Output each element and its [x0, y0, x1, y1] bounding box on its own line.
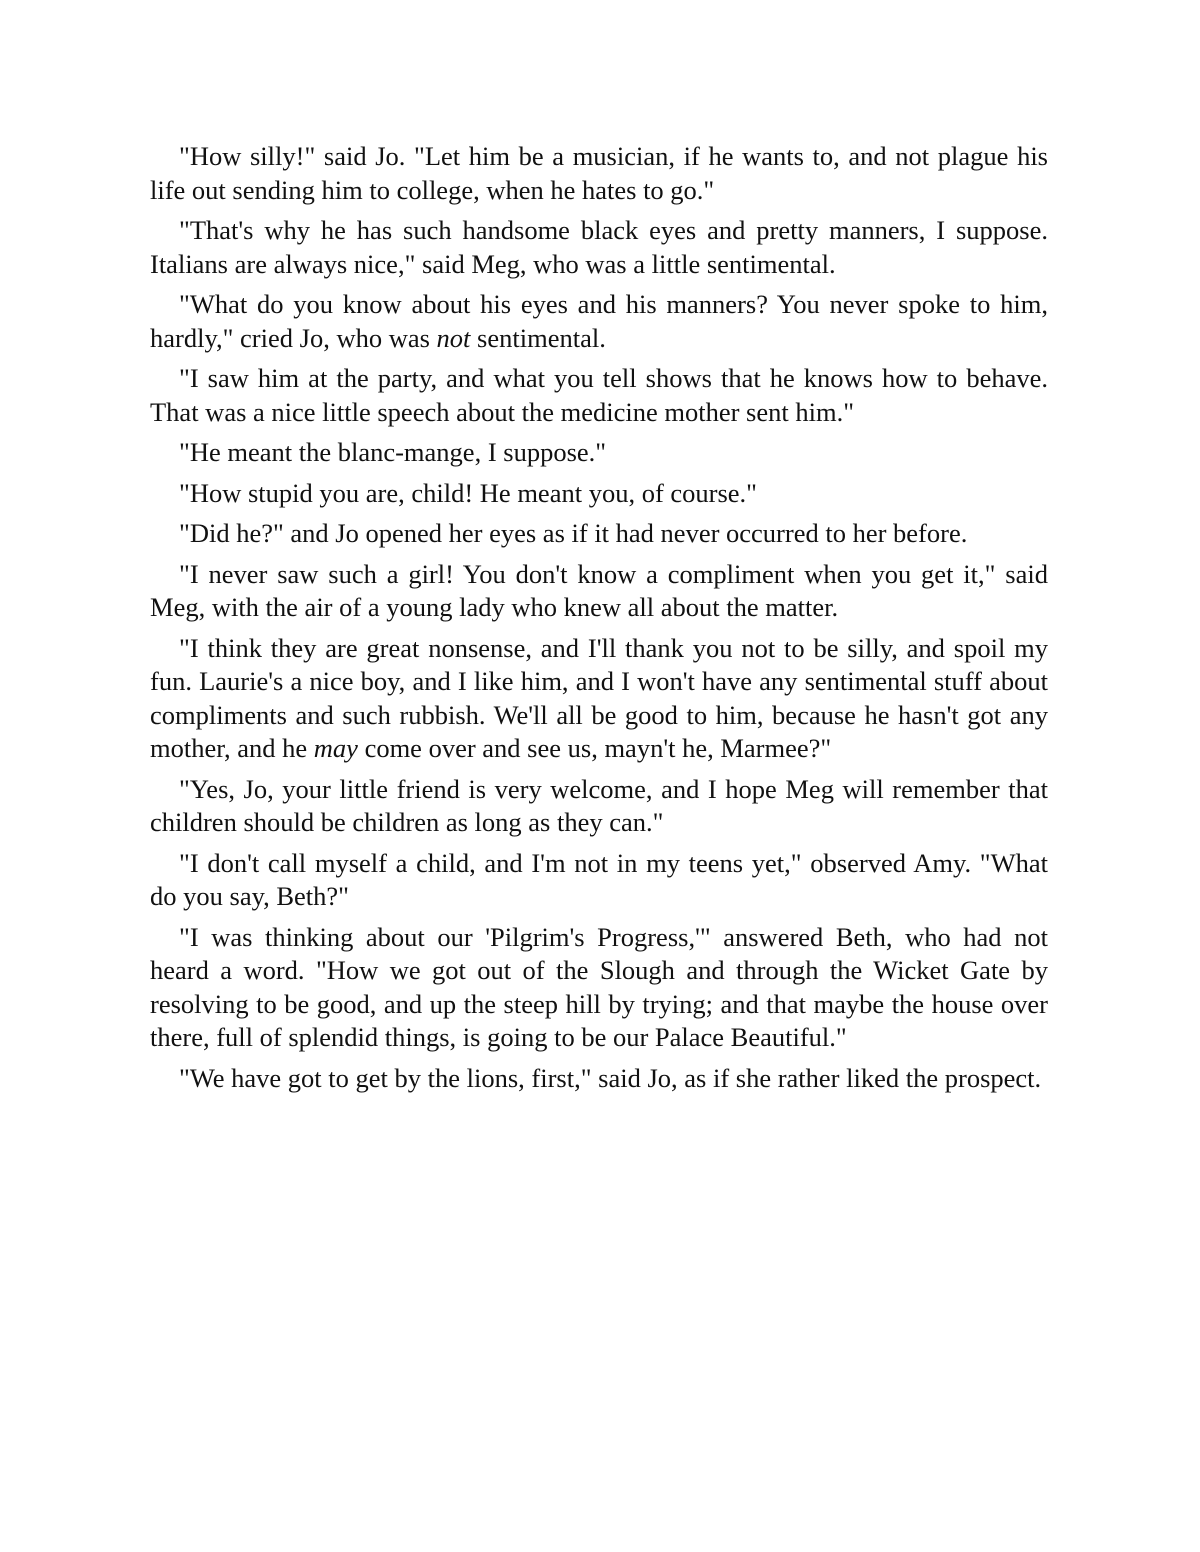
paragraph: "Yes, Jo, your little friend is very welcome, and I hope Meg will remember that children should be children as long as they can."	[150, 773, 1048, 837]
paragraph: "I was thinking about our 'Pilgrim's Progress,'" answered Beth, who had not heard a word. "How we got out of the Slough and through the Wicket Gate by resolving to be good, and up the steep hill by trying; and that maybe the house over there, full of splendid things, is going to be our Palace Beautiful."	[150, 921, 1048, 1052]
paragraph-text: sentimental.	[470, 322, 606, 353]
paragraph-text: "I think they are great nonsense, and I'll thank you not to be silly, and spoil my fun. Laurie's a nice boy, and I like him, and I won't have any sentimental stuff about compliments and such rubbish. We'll all be good to him, because he hasn't got any mother, and he	[150, 632, 1048, 763]
paragraph	[150, 632, 1048, 766]
paragraph-text: come over and see us, mayn't he, Marmee?"	[357, 733, 832, 763]
paragraph: "I don't call myself a child, and I'm not in my teens yet," observed Amy. "What do you say, Beth?"	[150, 847, 1048, 911]
paragraph: "Did he?" and Jo opened her eyes as if it had never occurred to her before.	[179, 518, 968, 548]
paragraph: "I never saw such a girl! You don't know a compliment when you get it," said Meg, with the air of a young lady who knew all about the matter.	[150, 558, 1048, 622]
document-page	[150, 140, 1048, 1095]
paragraph: "We have got to get by the lions, first," said Jo, as if she rather liked the prospect.	[179, 1062, 1042, 1093]
paragraph: "I saw him at the party, and what you tell shows that he knows how to behave. That was a nice little speech about the medicine mother sent him."	[150, 363, 1048, 427]
paragraph: "That's why he has such handsome black eyes and pretty manners, I suppose. Italians are always nice," said Meg, who was a little sentimental.	[150, 215, 1048, 279]
paragraph	[150, 288, 1048, 355]
paragraph: "How stupid you are, child! He meant you, of course."	[179, 477, 757, 508]
paragraph: "How silly!" said Jo. "Let him be a musician, if he wants to, and not plague his life out sending him to college, when he hates to go."	[150, 141, 1048, 205]
emphasis-text: not	[436, 322, 471, 353]
emphasis-text: may	[313, 733, 358, 763]
paragraph-text: "What do you know about his eyes and his manners? You never spoke to him, hardly," cried Jo, who was	[150, 289, 1048, 353]
paragraph: "He meant the blanc-mange, I suppose."	[179, 437, 607, 467]
